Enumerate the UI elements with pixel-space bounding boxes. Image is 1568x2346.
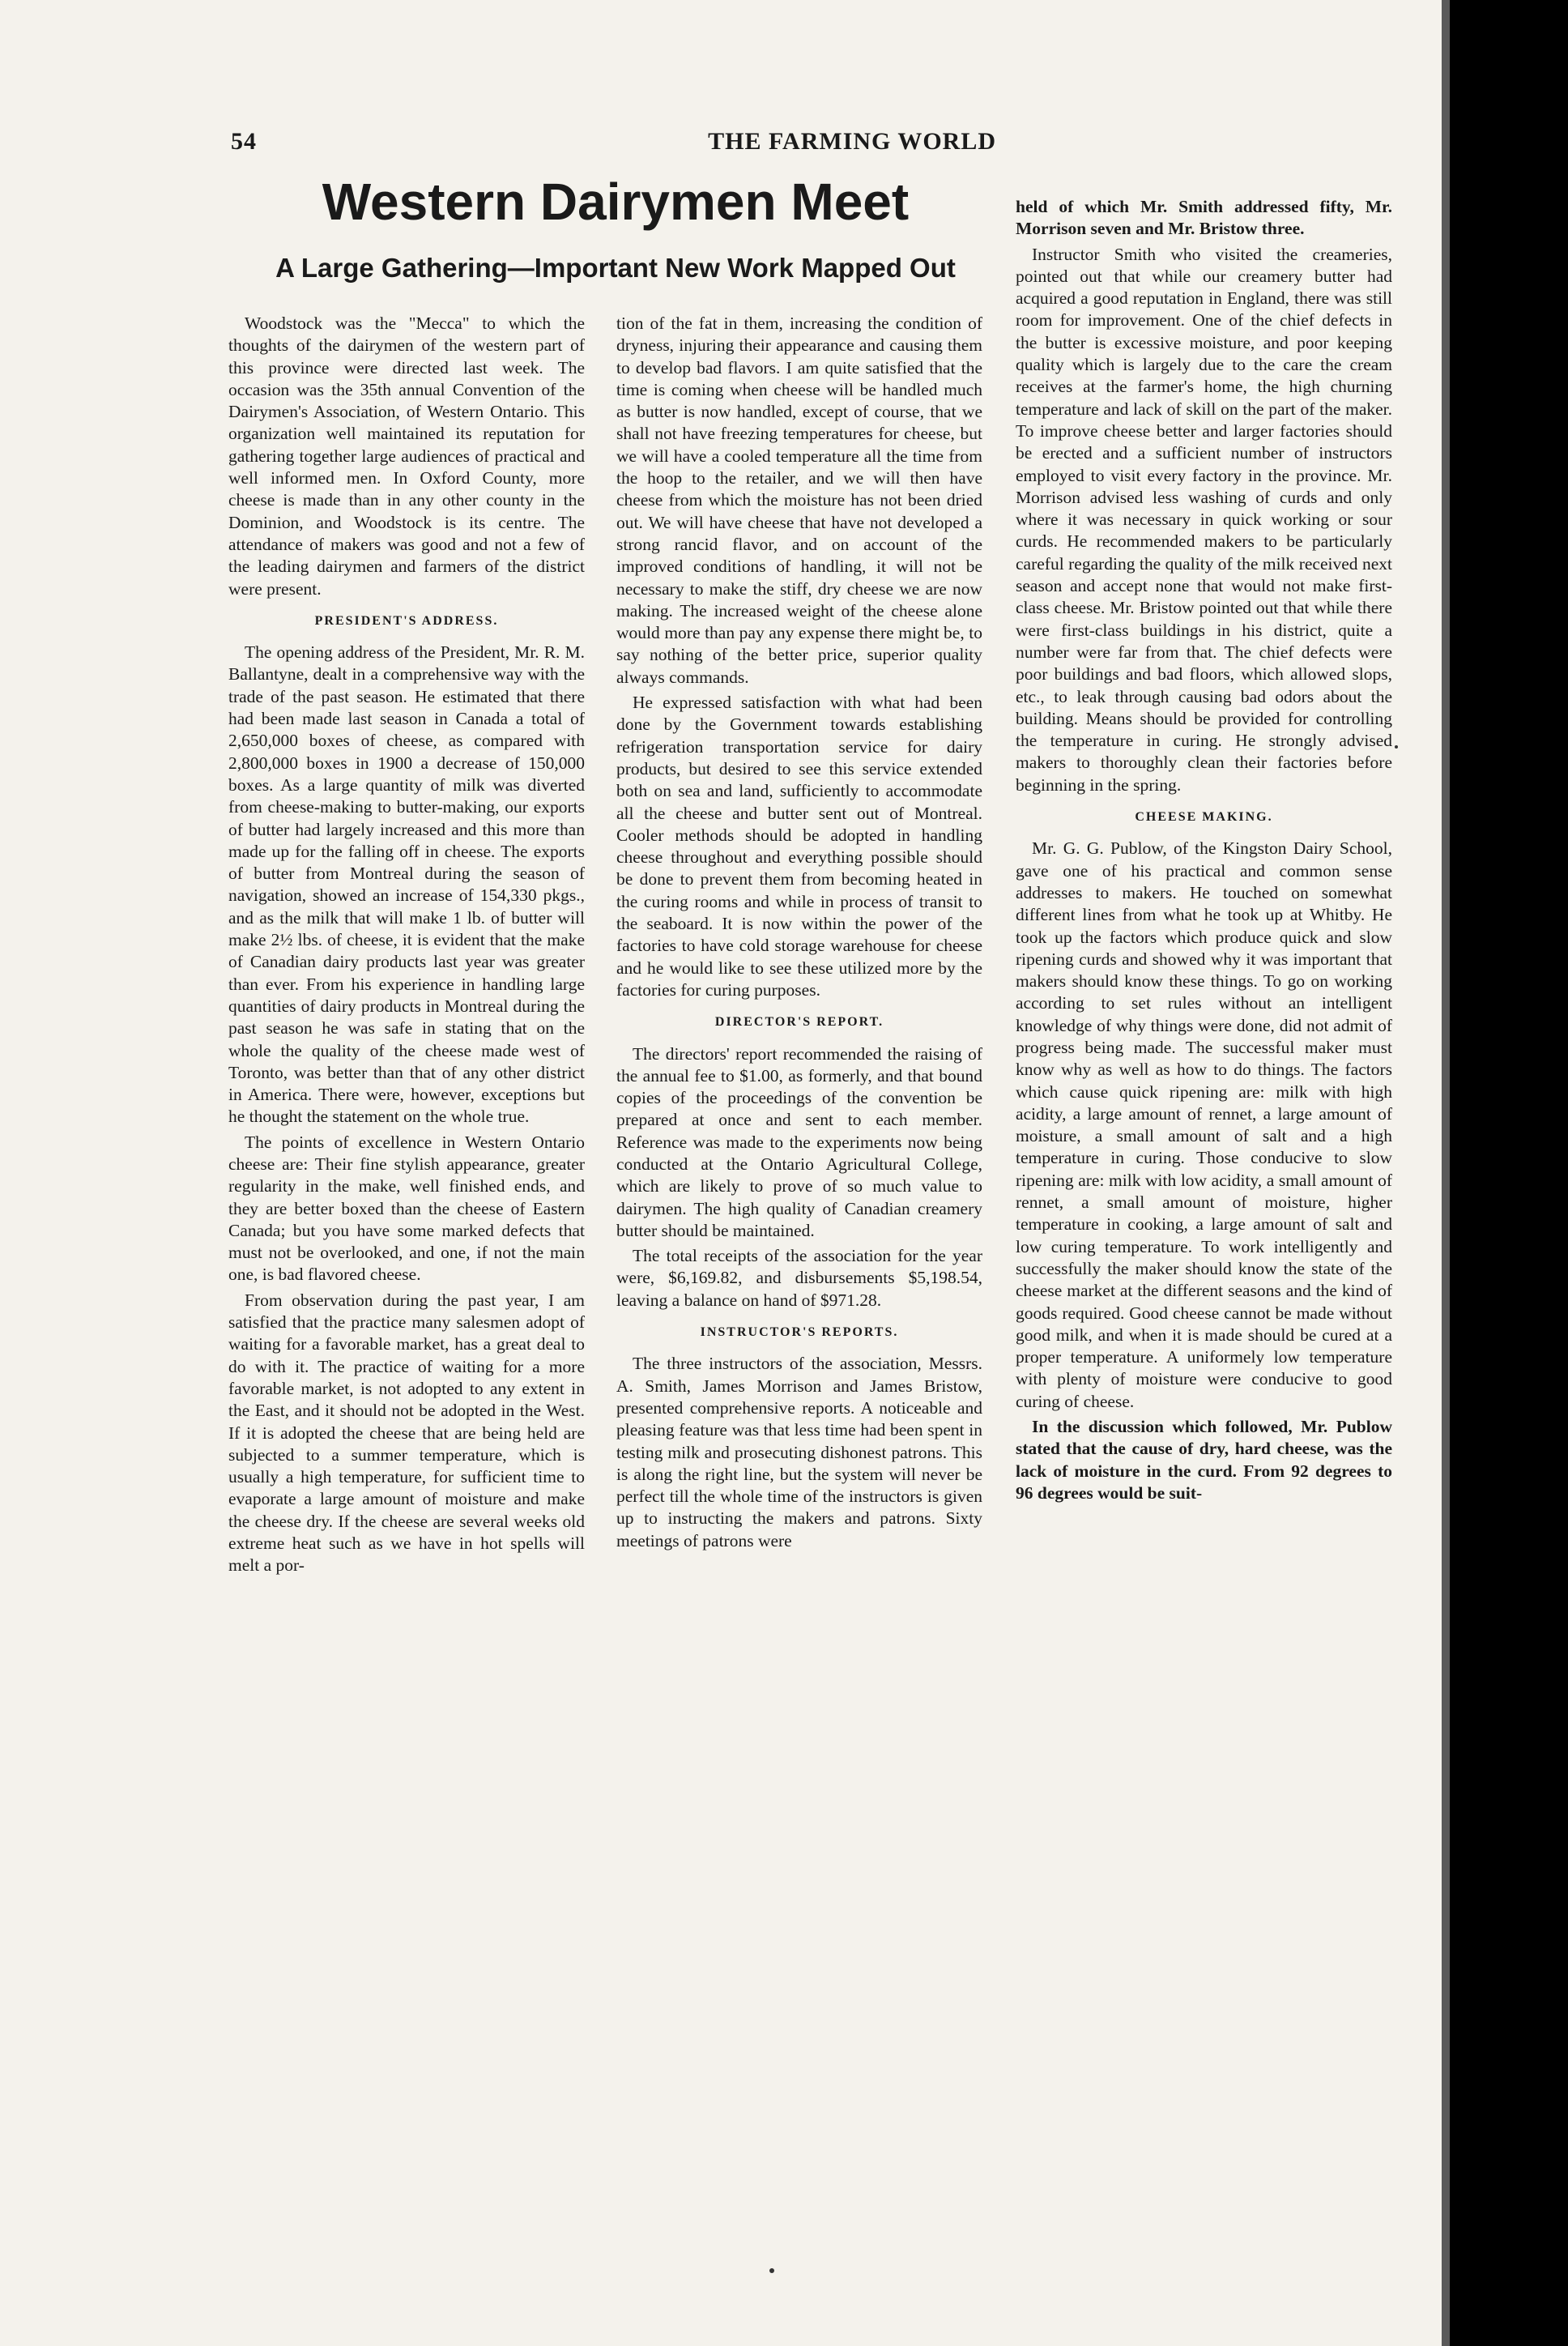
- paragraph: From observation during the past year, I am satisfied that the practice many salesmen adopt of waiting for a favorable market, has a great deal to do with it. The practice of waiting for a more favorable market, is not adopted to any extent in the East, and it should not be adopted in the West. If it is adopted the cheese that are being held are subjected to a summer temperature, which is usually a high temperature, for sufficient time to evaporate a large amount of moisture and make the cheese dry. If the cheese are several weeks old extreme heat such as we have in hot spells will melt a por-: [228, 1290, 585, 1576]
- paragraph: Mr. G. G. Publow, of the Kingston Dairy School, gave one of his practical and common sense addresses to makers. He touched on somewhat different lines from what he took up at Whitby. He took up the factors which produce quick and slow ripening curds and showed why it was important that makers should know these things. To go on working according to set rules without an intelligent knowledge of why things were done, did not admit of progress being made. The successful maker must know why as well as how to do things. The factors which cause quick ripening are: milk with high acidity, a large amount of rennet, a large amount of moisture, a small amount of salt and a high temperature in curing. Those conducive to slow ripening are: milk with low acidity, a small amount of rennet, a small amount of moisture, higher temperature in cooking, a large amount of salt and low curing temperature. To work intelligently and successfully the maker should know the state of the cheese market at the different seasons and the kind of goods required. Good cheese cannot be made without good milk, and when it is made should be cured at a proper temperature. A uniformely low temperature with plenty of moisture were conducive to good curing of cheese.: [1016, 838, 1392, 1411]
- section-heading-presidents-address: PRESIDENT'S ADDRESS.: [314, 613, 499, 628]
- scan-edge: [1442, 0, 1450, 2346]
- print-speck: [769, 2268, 774, 2273]
- paragraph: The directors' report recommended the raising of the annual fee to $1.00, as formerly, and that bound copies of the proceedings of the convention be prepared at once and sent to each member. Reference was made to the experiments now being conducted at the Ontario Agricultural College, which are likely to prove of so much value to dairymen. The high quality of Canadian creamery butter should be maintained.: [616, 1043, 982, 1240]
- column-1: [228, 313, 585, 1580]
- column-2: [616, 313, 982, 1555]
- paragraph: The total receipts of the association for the year were, $6,169.82, and disbursements $5,198.54, leaving a balance on hand of $971.28.: [616, 1246, 982, 1310]
- running-header: [231, 128, 996, 156]
- paragraph: The opening address of the President, Mr. R. M. Ballantyne, dealt in a comprehensive way with the trade of the past season. He estimated that there had been made last season in Canada a total of 2,650,000 boxes of cheese, as compared with 2,800,000 boxes in 1900 a decrease of 150,000 boxes. As a large quantity of milk was diverted from cheese-making to butter-making, our exports of butter had largely increased and this more than made up for the falling off in cheese. The exports of butter from Montreal during the season of navigation, showed an increase of 154,330 pkgs., and as the milk that will make 1 lb. of butter will make 2½ lbs. of cheese, it is evident that the make of Canadian dairy products last year was greater than ever. From his experience in handling large quantities of dairy products in Montreal during the past season he was safe in stating that on the whole the quality of the cheese made west of Toronto, was better than that of any other district in America. There were, however, exceptions but he thought the statement on the whole true.: [228, 642, 585, 1127]
- paragraph: The three instructors of the association, Messrs. A. Smith, James Morrison and James Bristow, presented comprehensive reports. A noticeable and pleasing feature was that less time had been spent in testing milk and prosecuting dishonest patrons. This is along the right line, but the system will never be perfect till the whole time of the instructors is given up to instructing the makers and patrons. Sixty meetings of patrons were: [616, 1354, 982, 1550]
- paragraph: He expressed satisfaction with what had been done by the Government towards establishing refrigeration transportation service for dairy products, but desired to see this service extended both on sea and land, sufficiently to accommodate all the cheese and butter sent out of Montreal. Cooler methods should be adopted in handling cheese throughout and everything possible should be done to prevent them from becoming heated in the curing rooms and while in process of transit to the seaboard. It is now within the power of the factories to have cold storage warehouse for cheese and he would like to see these utilized more by the factories for curing purposes.: [616, 693, 982, 1000]
- section-heading-directors-report: DIRECTOR'S REPORT.: [714, 1015, 884, 1030]
- publication-title: THE FARMING WORLD: [708, 128, 996, 155]
- paragraph: tion of the fat in them, increasing the condition of dryness, injuring their appearance and causing them to develop bad flavors. I am quite satisfied that the time is coming when cheese will be handled much as butter is now handled, except of course, that we shall not have freezing temperatures for cheese, but we will have a cooled temperature all the time from the hoop to the retailer, and we will then have cheese from which the moisture has not been dried out. We will have cheese that have not developed a strong rancid flavor, and on account of the improved conditions of handling, it will not be necessary to make the stiff, dry cheese we are now making. The increased weight of the cheese alone would more than pay any expense there might be, to say nothing of the better price, superior quality always commands.: [616, 314, 982, 687]
- article-subheadline: A Large Gathering—Important New Work Mapped Out: [275, 253, 956, 283]
- paragraph: In the discussion which followed, Mr. Publow stated that the cause of dry, hard cheese, was the lack of moisture in the curd. From 92 degrees to 96 degrees would be suit-: [1016, 1417, 1392, 1503]
- paragraph: Woodstock was the "Mecca" to which the thoughts of the dairymen of the western part of this province were directed last week. The occasion was the 35th annual Convention of the Dairymen's Association, of Western Ontario. This organization well maintained its reputation for gathering together large audiences of practical and well informed men. In Oxford County, more cheese is made than in any other county in the Dominion, and Woodstock is its centre. The attendance of makers was good and not a few of the leading dairymen and farmers of the district were present.: [228, 314, 585, 599]
- paragraph: held of which Mr. Smith addressed fifty, Mr. Morrison seven and Mr. Bristow three.: [1016, 197, 1392, 239]
- print-speck: [1395, 745, 1398, 749]
- section-heading-cheese-making: CHEESE MAKING.: [1135, 810, 1273, 825]
- section-heading-instructors-reports: INSTRUCTOR'S REPORTS.: [700, 1325, 899, 1340]
- page-number: 54: [231, 128, 257, 155]
- paragraph: Instructor Smith who visited the creameries, pointed out that while our creamery butter had acquired a good reputation in England, there was still room for improvement. One of the chief defects in the butter is excessive moisture, and poor keeping quality which is largely due to the care the cream receives at the farmer's home, the high churning temperature and lack of skill on the part of the maker. To improve cheese better and larger factories should be erected and a sufficient number of instructors employed to visit every factory in the province. Mr. Morrison advised less washing of curds and only where it was necessary in quick working or sour curds. He recommended makers to be particularly careful regarding the quality of the milk received next season and accept none that would not make first-class cheese. Mr. Bristow pointed out that while there were first-class buildings in his district, quite a number were far from that. The chief defects were poor buildings and bad floors, which allowed slops, etc., to leak through causing bad odors about the building. Means should be provided for controlling the temperature in curing. He strongly advised makers to thoroughly clean their factories before beginning in the spring.: [1016, 244, 1392, 795]
- column-3: [1016, 196, 1392, 1508]
- paragraph: The points of excellence in Western Ontario cheese are: Their fine stylish appearance, greater regularity in the make, well finished ends, and they are better boxed than the cheese of Eastern Canada; but you have some marked defects that must not be overlooked, and one, if not the main one, is bad flavored cheese.: [228, 1132, 585, 1285]
- article-headline: Western Dairymen Meet: [322, 173, 910, 231]
